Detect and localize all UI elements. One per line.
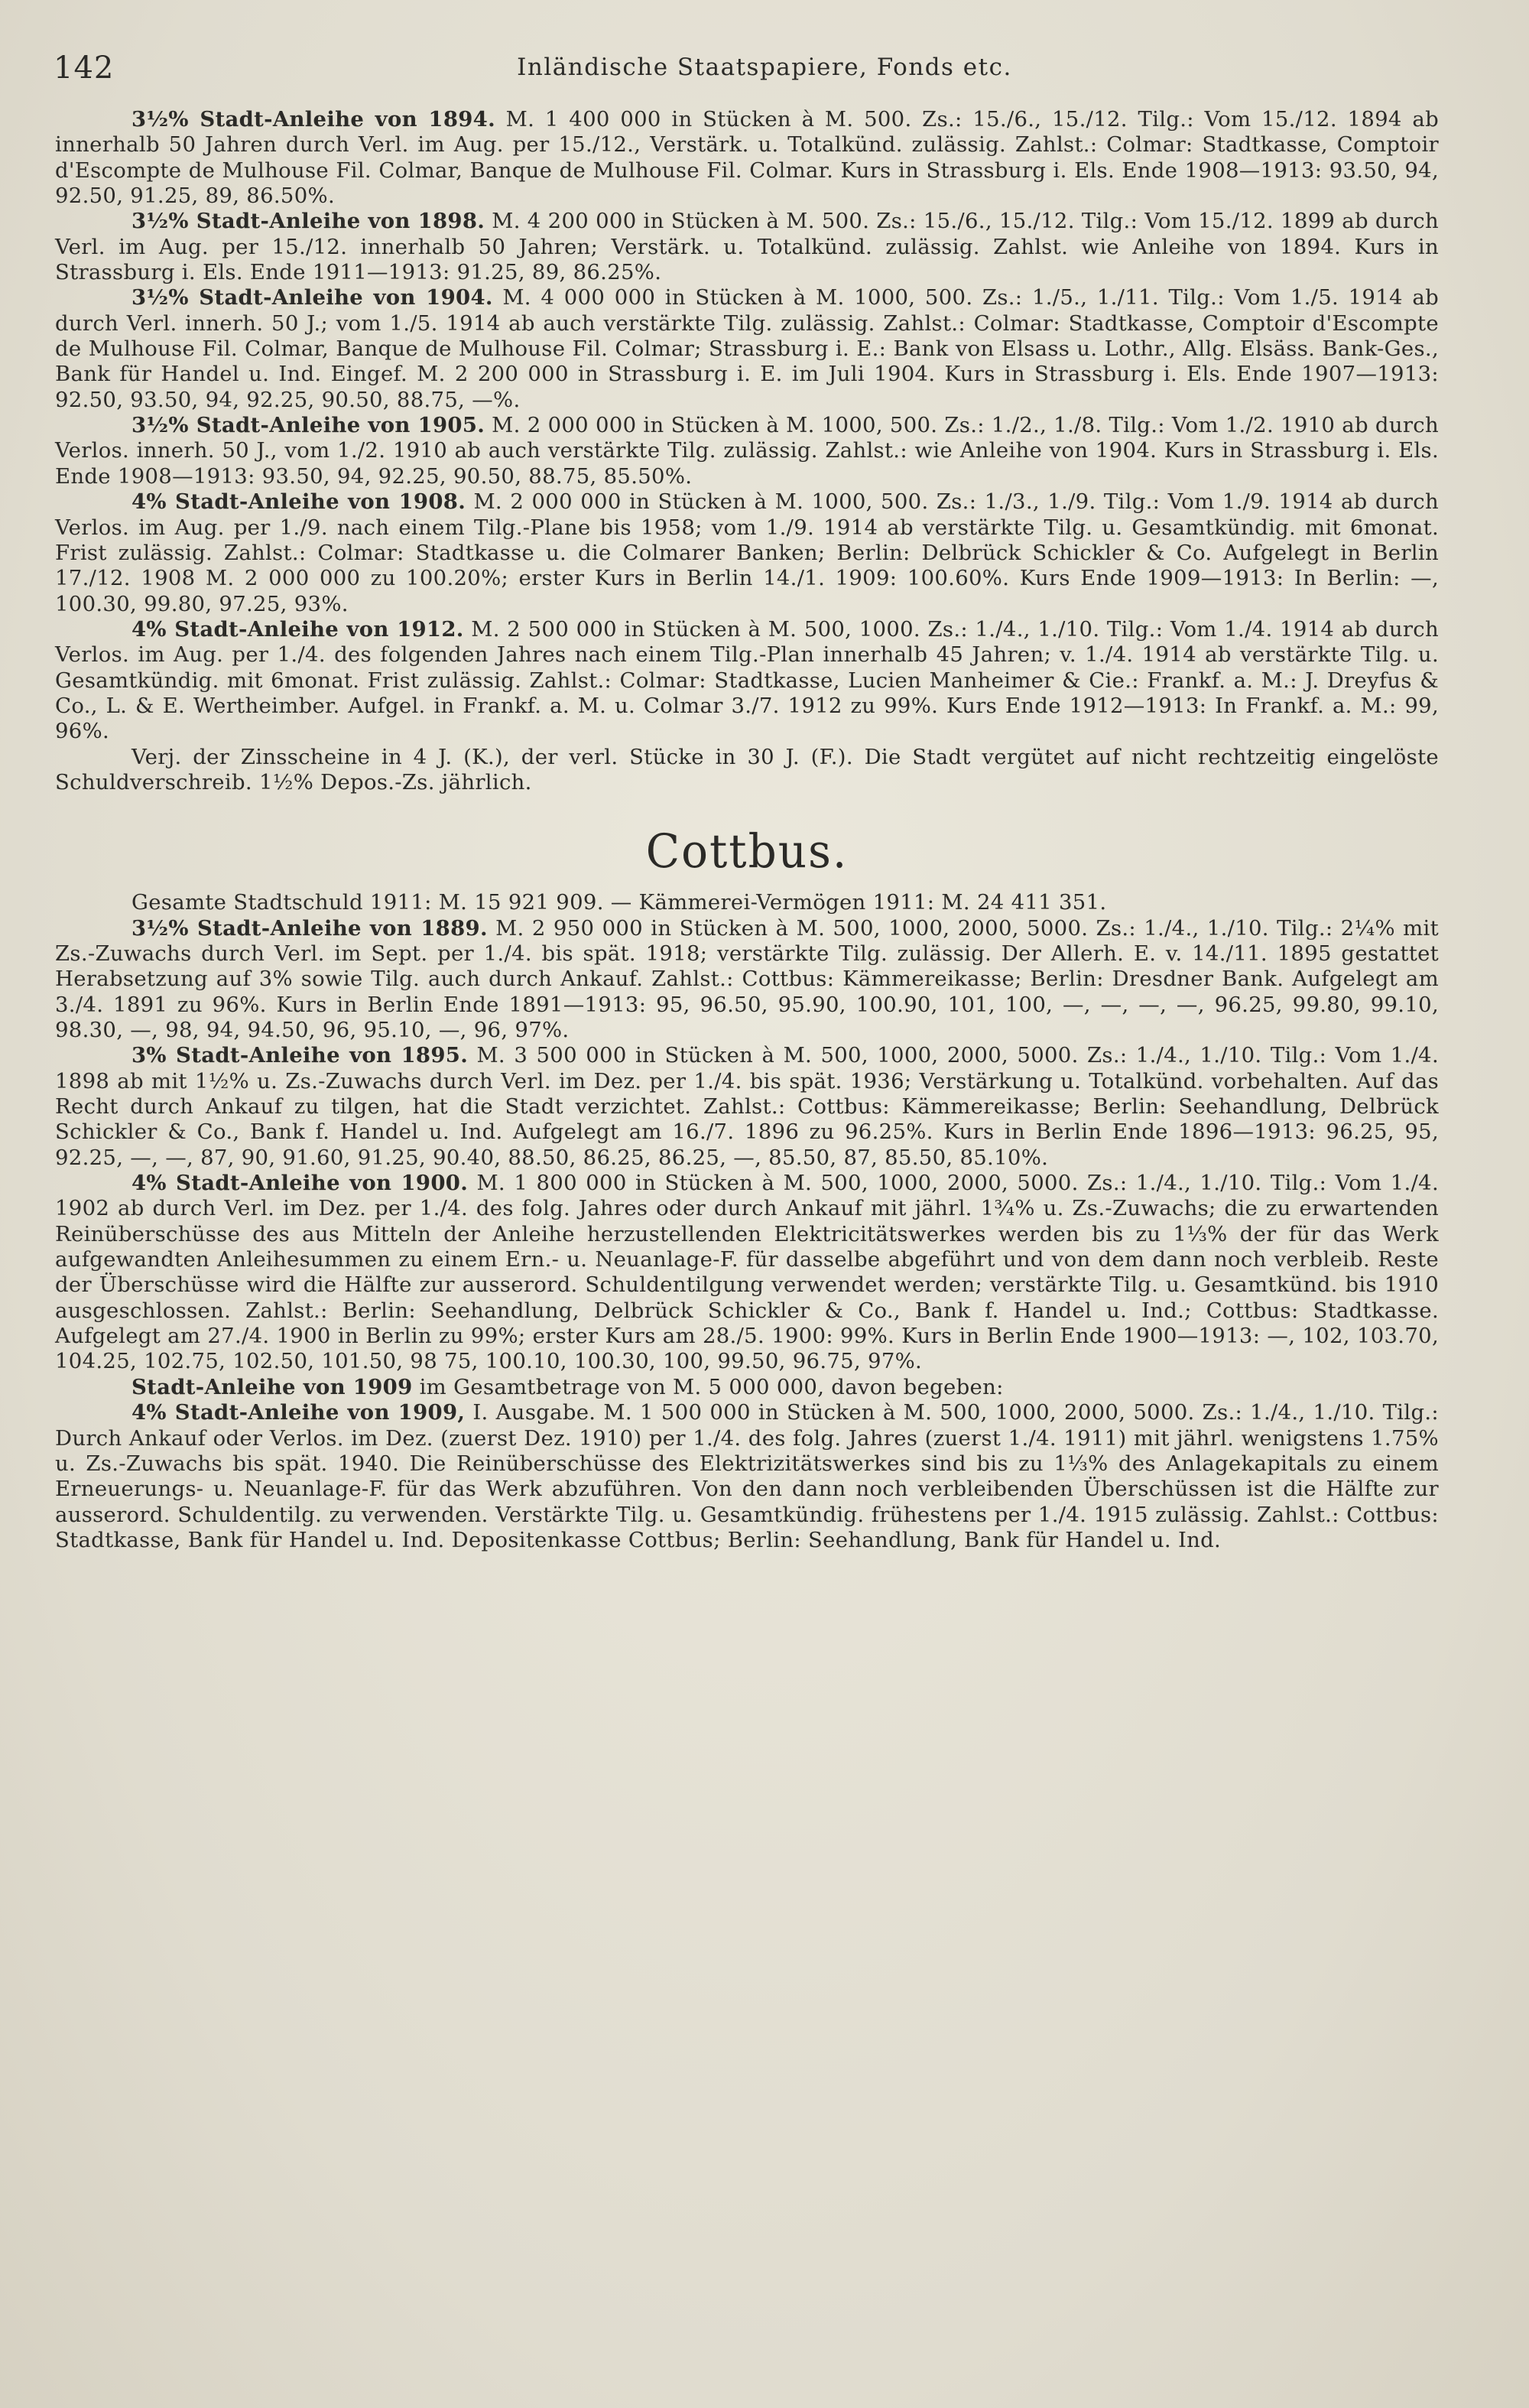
bond-text: M. 2 000 000 in Stücken à M. 1000, 500. Zs.: 1./2., 1./8. Tilg.: Vom 1./2. 1910 ab durch Verlos. innerh. 50 J., vom 1./2. 1910 ab auch verstärkte Tilg. zulässig. Zahlst.: wie Anleihe von 1904. Kurs in Strassburg i. Els. Ende 1908—1913: 93.50, 94, 92.25, 90.50, 88.75, 85.50%. [55,413,1439,489]
bond-paragraph [55,617,1439,745]
bond-paragraph [55,745,1439,796]
bond-paragraph [55,1375,1439,1400]
bond-text: M. 1 400 000 in Stücken à M. 500. Zs.: 15./6., 15./12. Tilg.: Vom 15./12. 1894 ab innerhalb 50 Jahren durch Verl. im Aug. per 15./12., Verstärk. u. Totalkünd. zulässig. Zahlst.: Colmar: Stadtkasse, Comptoir d'Escompte de Mulhouse Fil. Colmar, Banque de Mulhouse Fil. Colmar. Kurs in Strassburg i. Els. Ende 1908—1913: 93.50, 94, 92.50, 91.25, 89, 86.50%. [55,107,1439,209]
bond-text: M. 2 000 000 in Stücken à M. 1000, 500. Zs.: 1./3., 1./9. Tilg.: Vom 1./9. 1914 ab durch Verlos. im Aug. per 1./9. nach einem Tilg.-Plane bis 1958; vom 1./9. 1914 ab verstärkte Tilg. u. Gesamtkündig. mit 6monat. Frist zulässig. Zahlst.: Colmar: Stadtkasse u. die Colmarer Banken; Berlin: Delbrück Schickler & Co. Aufgelegt in Berlin 17./12. 1908 M. 2 000 000 zu 100.20%; erster Kurs in Berlin 14./1. 1909: 100.60%. Kurs Ende 1909—1913: In Berlin: —, 100.30, 99.80, 97.25, 93%. [55,489,1439,616]
bond-title: 4% Stadt-Anleihe von 1908. [131,489,466,515]
bond-paragraph [55,489,1439,617]
bond-title: Stadt-Anleihe von 1909 [131,1374,413,1399]
bond-text: Gesamte Stadtschuld 1911: M. 15 921 909. — Kämmerei-Vermögen 1911: M. 24 411 351. [131,890,1107,915]
bond-text: M. 2 500 000 in Stücken à M. 500, 1000. Zs.: 1./4., 1./10. Tilg.: Vom 1./4. 1914 ab durch Verlos. im Aug. per 1./4. des folgenden Jahres nach einem Tilg.-Plan innerhalb 45 Jahren; v. 1./4. 1914 ab verstärkte Tilg. u. Gesamtkündig. mit 6monat. Frist zulässig. Zahlst.: Colmar: Stadtkasse, Lucien Manheimer & Cie.: Frankf. a. M.: J. Dreyfus & Co., L. & E. Wertheimber. Aufgel. in Frankf. a. M. u. Colmar 3./7. 1912 zu 99%. Kurs Ende 1912—1913: In Frankf. a. M.: 99, 96%. [55,616,1439,744]
bond-title: 4% Stadt-Anleihe von 1900. [131,1171,469,1196]
page-header [54,50,1475,92]
bond-title: 3½% Stadt-Anleihe von 1898. [131,209,485,234]
bond-text: Verj. der Zinsscheine in 4 J. (K.), der verl. Stücke in 30 J. (F.). Die Stadt vergütet auf nicht rechtzeitig eingelöste Schuldverschreib. 1½% Depos.-Zs. jährlich. [55,744,1439,795]
bond-paragraph [55,1043,1439,1171]
bond-title: 3½% Stadt-Anleihe von 1905. [131,413,485,438]
bond-text: M. 4 000 000 in Stücken à M. 1000, 500. Zs.: 1./5., 1./11. Tilg.: Vom 1./5. 1914 ab durch Verl. innerh. 50 J.; vom 1./5. 1914 ab auch verstärkte Tilg. zulässig. Zahlst.: Colmar: Stadtkasse, Comptoir d'Escompte de Mulhouse Fil. Colmar, Banque de Mulhouse Fil. Colmar; Strassburg i. E.: Bank von Elsass u. Lothr., Allg. Elsäss. Bank-Ges., Bank für Handel u. Ind. Eingef. M. 2 200 000 in Strassburg i. E. im Juli 1904. Kurs in Strassburg i. Els. Ende 1907—1913: 92.50, 93.50, 94, 92.25, 90.50, 88.75, —%. [55,285,1440,412]
bond-paragraph [55,413,1439,489]
bond-text: M. 3 500 000 in Stücken à M. 500, 1000, 2000, 5000. Zs.: 1./4., 1./10. Tilg.: Vom 1./4. 1898 ab mit 1½% u. Zs.-Zuwachs durch Verl. im Dez. per 1./4. bis spät. 1936; Verstärkung u. Totalkünd. vorbehalten. Auf das Recht durch Ankauf zu tilgen, hat die Stadt verzichtet. Zahlst.: Cottbus: Kämmereikasse; Berlin: Seehandlung, Delbrück Schickler & Co., Bank f. Handel u. Ind. Aufgelegt am 16./7. 1896 zu 96.25%. Kurs in Berlin Ende 1896—1913: 96.25, 95, 92.25, —, —, 87, 90, 91.60, 91.25, 90.40, 88.50, 86.25, 86.25, —, 85.50, 87, 85.50, 85.10%. [55,1043,1439,1170]
bond-paragraph [55,1171,1439,1375]
bond-text: M. 1 800 000 in Stücken à M. 500, 1000, 2000, 5000. Zs.: 1./4., 1./10. Tilg.: Vom 1./4. 1902 ab durch Verl. im Dez. per 1./4. des folg. Jahres oder durch Ankauf mit jährl. 1¾% u. Zs.-Zuwachs; die zu erwartenden Reinüberschüsse des aus Mitteln der Anleihe herzustellenden Elektricitätswerkes werden bis zu 1⅓% der für das Werk aufgewandten Anleihesummen zu einem Ern.- u. Neuanlage-F. für dasselbe abgeführt und von dem dann noch verbleib. Reste der Überschüsse wird die Hälfte zur ausserord. Schuldentilgung verwendet werden; verstärkte Tilg. u. Gesamtkünd. bis 1910 ausgeschlossen. Zahlst.: Berlin: Seehandlung, Delbrück Schickler & Co., Bank f. Handel u. Ind.; Cottbus: Stadtkasse. Aufgelegt am 27./4. 1900 in Berlin zu 99%; erster Kurs am 28./5. 1900: 99%. Kurs in Berlin Ende 1900—1913: —, 102, 103.70, 104.25, 102.75, 102.50, 101.50, 98 75, 100.10, 100.30, 100, 99.50, 96.75, 97%. [55,1171,1439,1374]
bond-paragraph [55,209,1439,285]
bond-text: M. 4 200 000 in Stücken à M. 500. Zs.: 15./6., 15./12. Tilg.: Vom 15./12. 1899 ab durch Verl. im Aug. per 15./12. innerhalb 50 Jahren; Verstärk. u. Totalkünd. zulässig. Zahlst. wie Anleihe von 1894. Kurs in Strassburg i. Els. Ende 1911—1913: 91.25, 89, 86.25%. [55,209,1439,285]
page-number: 142 [54,50,115,86]
colmar-section [55,107,1439,795]
city-heading: Cottbus. [645,824,849,879]
bond-title: 4% Stadt-Anleihe von 1912. [131,616,464,642]
bond-title: 3% Stadt-Anleihe von 1895. [131,1043,469,1068]
bond-paragraph [55,107,1439,209]
running-title: Inländische Staatspapiere, Fonds etc. [517,54,1012,81]
bond-text: im Gesamtbetrage von M. 5 000 000, davon begeben: [412,1374,1004,1399]
cottbus-section [55,890,1439,1553]
bond-title: 3½% Stadt-Anleihe von 1894. [131,107,495,132]
bond-paragraph [55,916,1439,1044]
bond-paragraph [55,890,1439,915]
bond-title: 4% Stadt-Anleihe von 1909, [131,1400,466,1425]
bond-paragraph [55,285,1439,413]
bond-text: I. Ausgabe. M. 1 500 000 in Stücken à M. 500, 1000, 2000, 5000. Zs.: 1./4., 1./10. Tilg.: Durch Ankauf oder Verlos. im Dez. (zuerst Dez. 1910) per 1./4. des folg. Jahres (zuerst 1./4. 1911) mit jährl. wenigstens 1.75% u. Zs.-Zuwachs bis spät. 1940. Die Reinüberschüsse des Elektrizitätswerkes sind bis zu 1⅓% des Anlagekapitals zu einem Erneuerungs- u. Neuanlage-F. für das Werk abzuführen. Von den dann noch verbleibenden Überschüssen ist die Hälfte zur ausserord. Schuldentilg. zu verwenden. Verstärkte Tilg. u. Gesamtkündig. frühestens per 1./4. 1915 zulässig. Zahlst.: Cottbus: Stadtkasse, Bank für Handel u. Ind. Depositenkasse Cottbus; Berlin: Seehandlung, Bank für Handel u. Ind. [55,1400,1439,1552]
page-body [55,107,1439,1553]
bond-text: M. 2 950 000 in Stücken à M. 500, 1000, 2000, 5000. Zs.: 1./4., 1./10. Tilg.: 2¼% mit Zs.-Zuwachs durch Verl. im Sept. per 1./4. bis spät. 1918; verstärkte Tilg. zulässig. Der Allerh. E. v. 14./11. 1895 gestattet Herabsetzung auf 3% sowie Tilg. auch durch Ankauf. Zahlst.: Cottbus: Kämmereikasse; Berlin: Dresdner Bank. Aufgelegt am 3./4. 1891 zu 96%. Kurs in Berlin Ende 1891—1913: 95, 96.50, 95.90, 100.90, 101, 100, —, —, —, —, 96.25, 99.80, 99.10, 98.30, —, 98, 94, 94.50, 96, 95.10, —, 96, 97%. [55,915,1440,1042]
bond-paragraph [55,1400,1439,1553]
bond-title: 3½% Stadt-Anleihe von 1889. [131,915,488,941]
bond-title: 3½% Stadt-Anleihe von 1904. [131,285,493,310]
